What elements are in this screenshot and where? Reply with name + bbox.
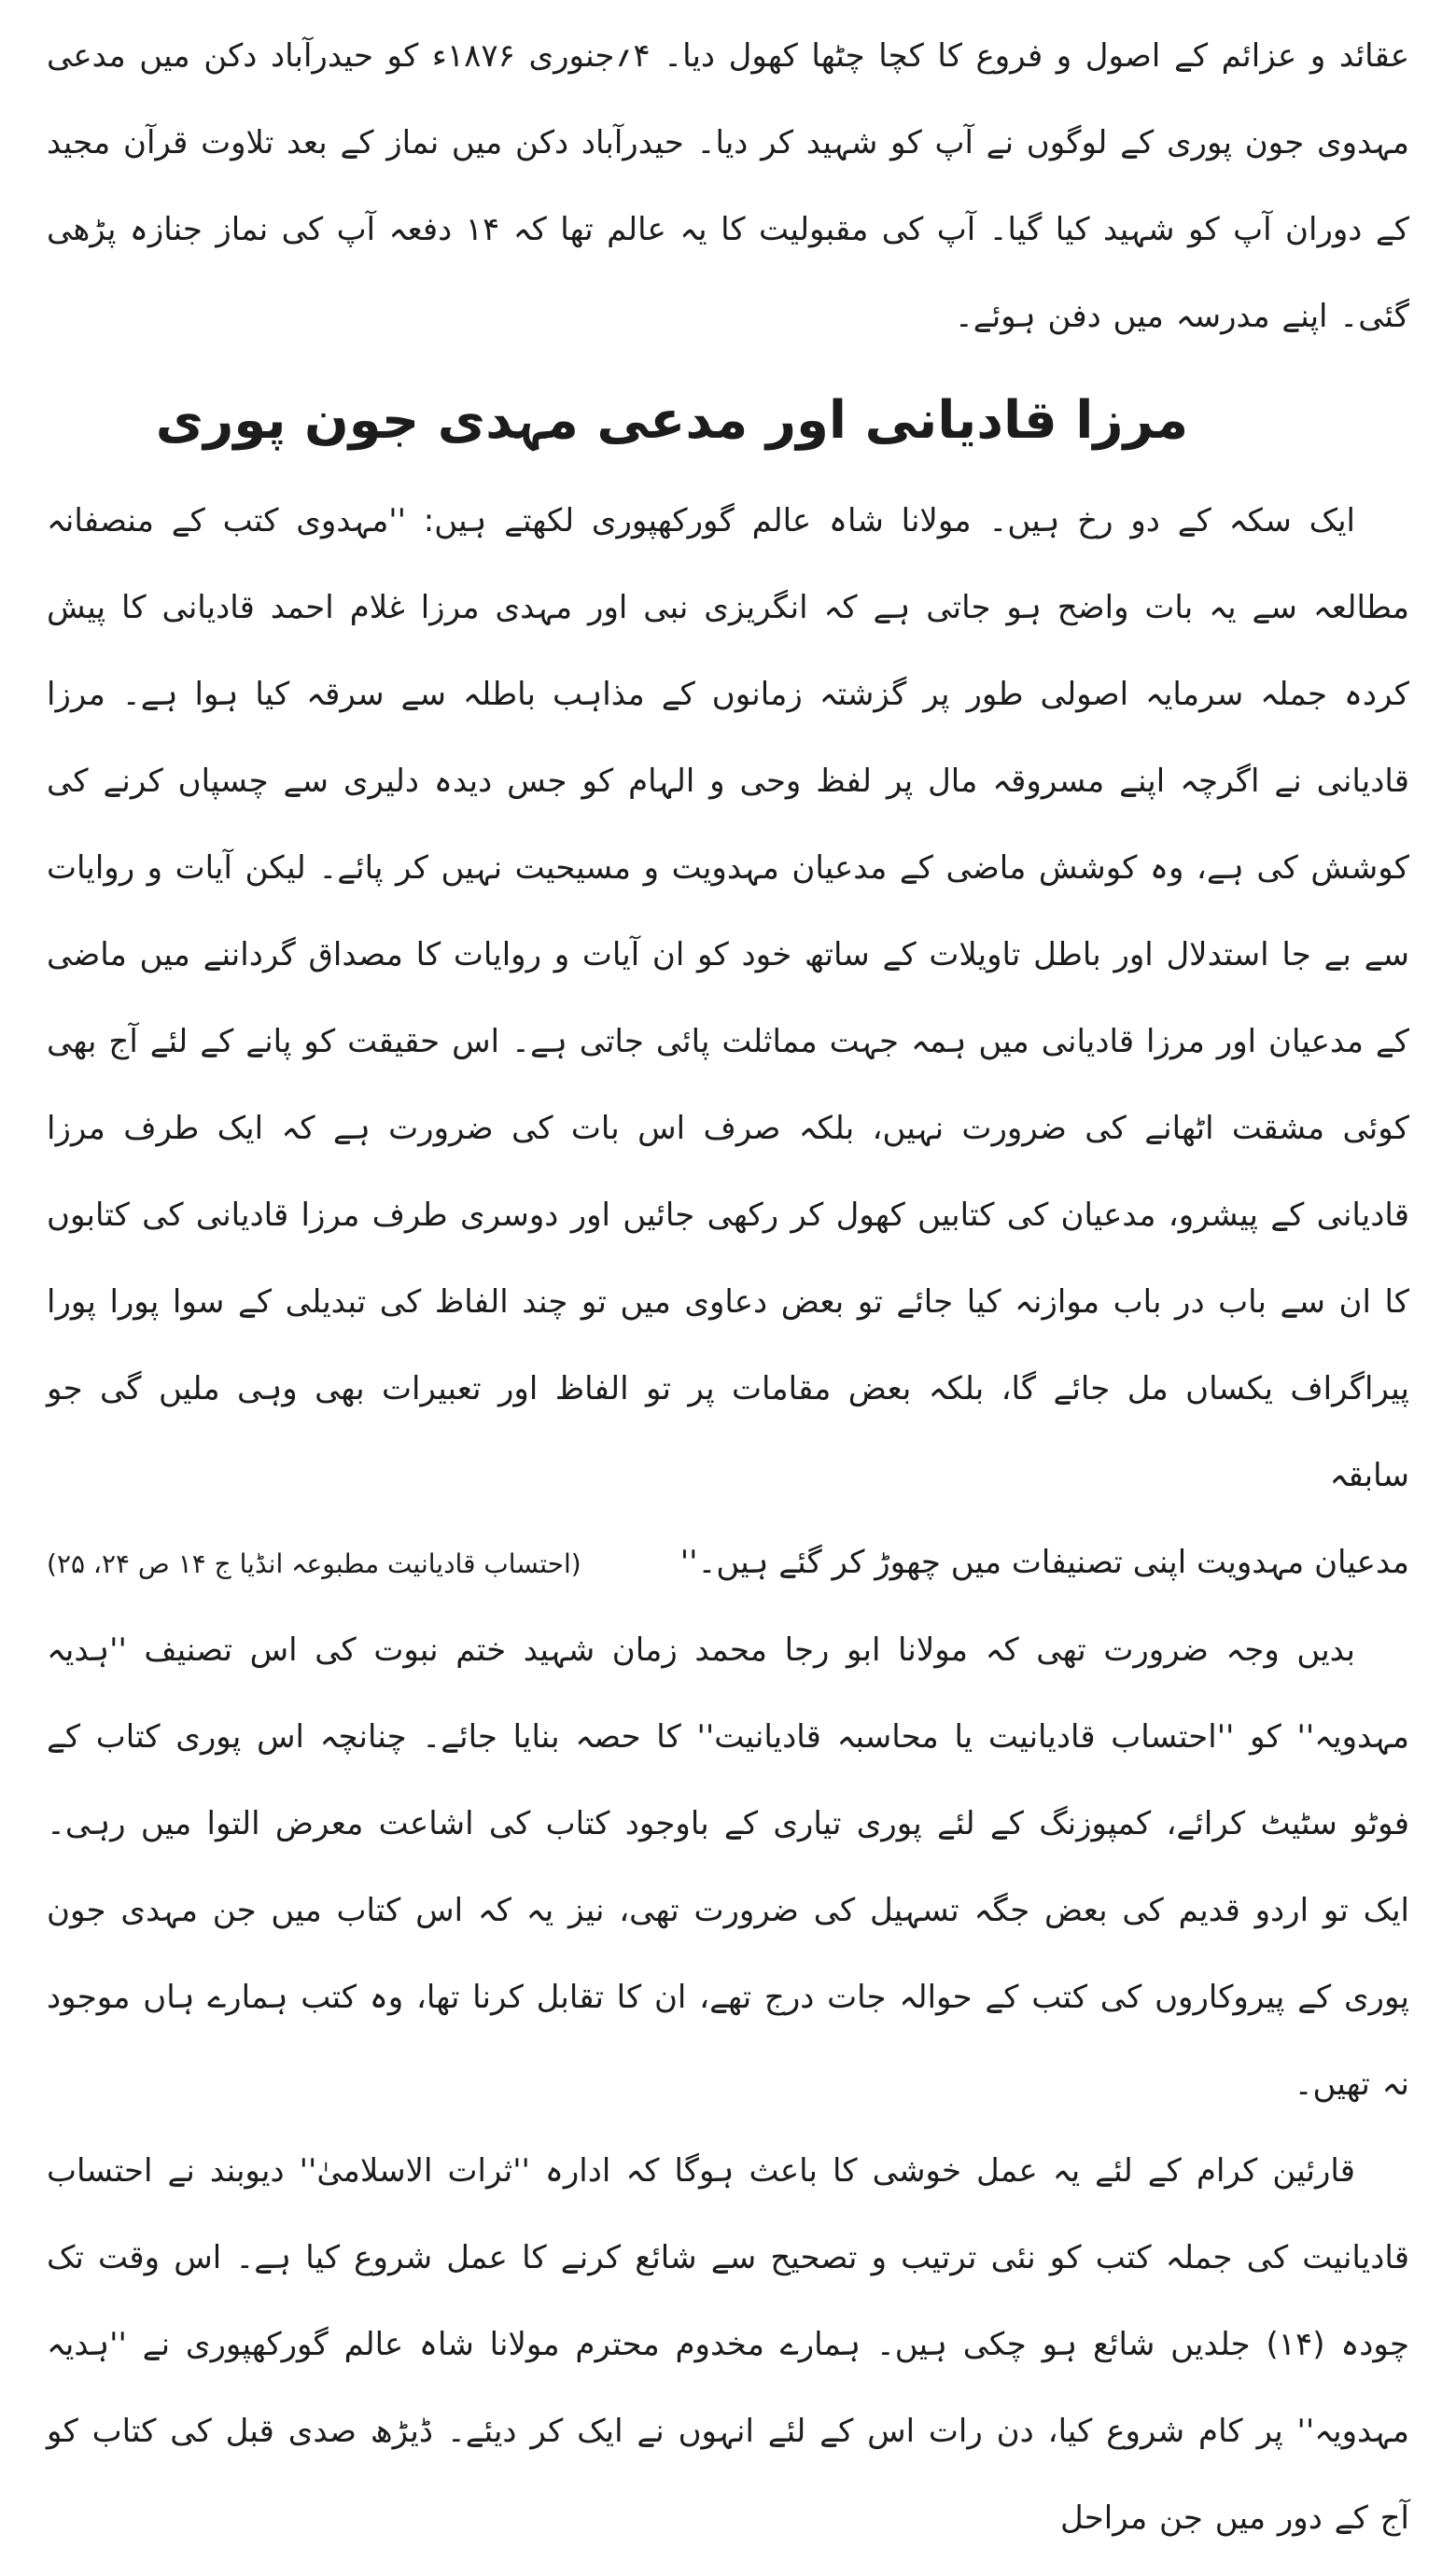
quote-paragraph: ایک سکہ کے دو رخ ہیں۔ مولانا شاہ عالم گورکھپوری لکھتے ہیں: ''مہدوی کتب کے منصفانہ مطالعہ سے یہ بات واضح ہو جاتی ہے کہ انگریزی نبی اور مہدی مرزا غلام احمد قادیانی کا پیش کردہ جملہ سرمایہ اصولی طور پر گزشتہ زمانوں کے مذاہب باطلہ سے سرقہ کیا ہوا ہے۔ مرزا قادیانی نے اگرچہ اپنے مسروقہ مال پر لفظ وحی و الہام کو جس دیدہ دلیری سے چسپاں کرنے کی کوشش کی ہے، وہ کوشش ماضی کے مدعیان مہدویت و مسیحیت نہیں کر پائے۔ لیکن آیات و روایات سے بے جا استدلال اور باطل تاویلات کے ساتھ خود کو ان آیات و روایات کا مصداق گرداننے میں ماضی کے مدعیان اور مرزا قادیانی میں ہمہ جہت مماثلت پائی جاتی ہے۔ اس حقیقت کو پانے کے لئے آج بھی کوئی مشقت اٹھانے کی ضرورت نہیں، بلکہ صرف اس بات کی ضرورت ہے کہ ایک طرف مرزا قادیانی کے پیشرو، مدعیان کی کتابیں کھول کر رکھی جائیں اور دوسری طرف مرزا قادیانی کی کتابوں کا ان سے باب در باب موازنہ کیا جائے تو بعض دعاوی میں تو چند الفاظ کی تبدیلی کے سوا پورا پورا پیراگراف یکساں مل جائے گا، بلکہ بعض مقامات پر تو الفاظ اور تعبیرات بھی وہی ملیں گی جو سابقہ — [47, 502, 1409, 1494]
citation-reference: (احتساب قادیانیت مطبوعہ انڈیا ج ۱۴ ص ۲۴، ۲۵) — [47, 1548, 581, 1579]
quote-closing-line — [47, 1519, 1409, 1607]
quote-closing-text: مدعیان مہدویت اپنی تصنیفات میں چھوڑ کر گئے ہیں۔'' — [679, 1544, 1409, 1581]
paragraph-hadiya-mahdavia: بدیں وجہ ضرورت تھی کہ مولانا ابو رجا محمد زمان شہید ختم نبوت کی اس تصنیف ''ہدیہ مہدویہ'' کو ''احتساب قادیانیت یا محاسبہ قادیانیت'' کا حصہ بنایا جائے۔ چنانچہ اس پوری کتاب کے فوٹو سٹیٹ کرائے، کمپوزنگ کے لئے پوری تیاری کے باوجود کتاب کی اشاعت معرض التوا میں رہی۔ ایک تو اردو قدیم کی بعض جگہ تسہیل کی ضرورت تھی، نیز یہ کہ اس کتاب میں جن مہدی جون پوری کے پیروکاروں کی کتب کے حوالہ جات درج تھے، ان کا تقابل کرنا تھا، وہ کتب ہمارے ہاں موجود نہ تھیں۔ — [47, 1631, 1410, 2103]
intro-paragraph: عقائد و عزائم کے اصول و فروع کا کچا چٹھا کھول دیا۔ ۴؍جنوری ۱۸۷۶ء کو حیدرآباد دکن میں مدعی مہدوی جون پوری کے لوگوں نے آپ کو شہید کر دیا۔ حیدرآباد دکن میں نماز کے بعد تلاوت قرآن مجید کے دوران آپ کو شہید کیا گیا۔ آپ کی مقبولیت کا یہ عالم تھا کہ ۱۴ دفعہ آپ کی نماز جنازہ پڑھی گئی۔ اپنے مدرسہ میں دفن ہوئے۔ — [47, 37, 1409, 335]
paragraph-publication: قارئین کرام کے لئے یہ عمل خوشی کا باعث ہوگا کہ ادارہ ''ثرات الاسلامیٰ'' دیوبند نے احتساب قادیانیت کی جملہ کتب کو نئی ترتیب و تصحیح سے شائع کرنے کا عمل شروع کیا ہے۔ اس وقت تک چودہ (۱۴) جلدیں شائع ہو چکی ہیں۔ ہمارے مخدوم محترم مولانا شاہ عالم گورکھپوری نے ''ہدیہ مہدویہ'' پر کام شروع کیا، دن رات اس کے لئے انہوں نے ایک کر دیئے۔ ڈیڑھ صدی قبل کی کتاب کو آج کے دور میں جن مراحل — [47, 2152, 1409, 2537]
document-page — [28, 0, 1428, 2537]
section-heading: مرزا قادیانی اور مدعی مہدی جون پوری — [155, 390, 1189, 451]
